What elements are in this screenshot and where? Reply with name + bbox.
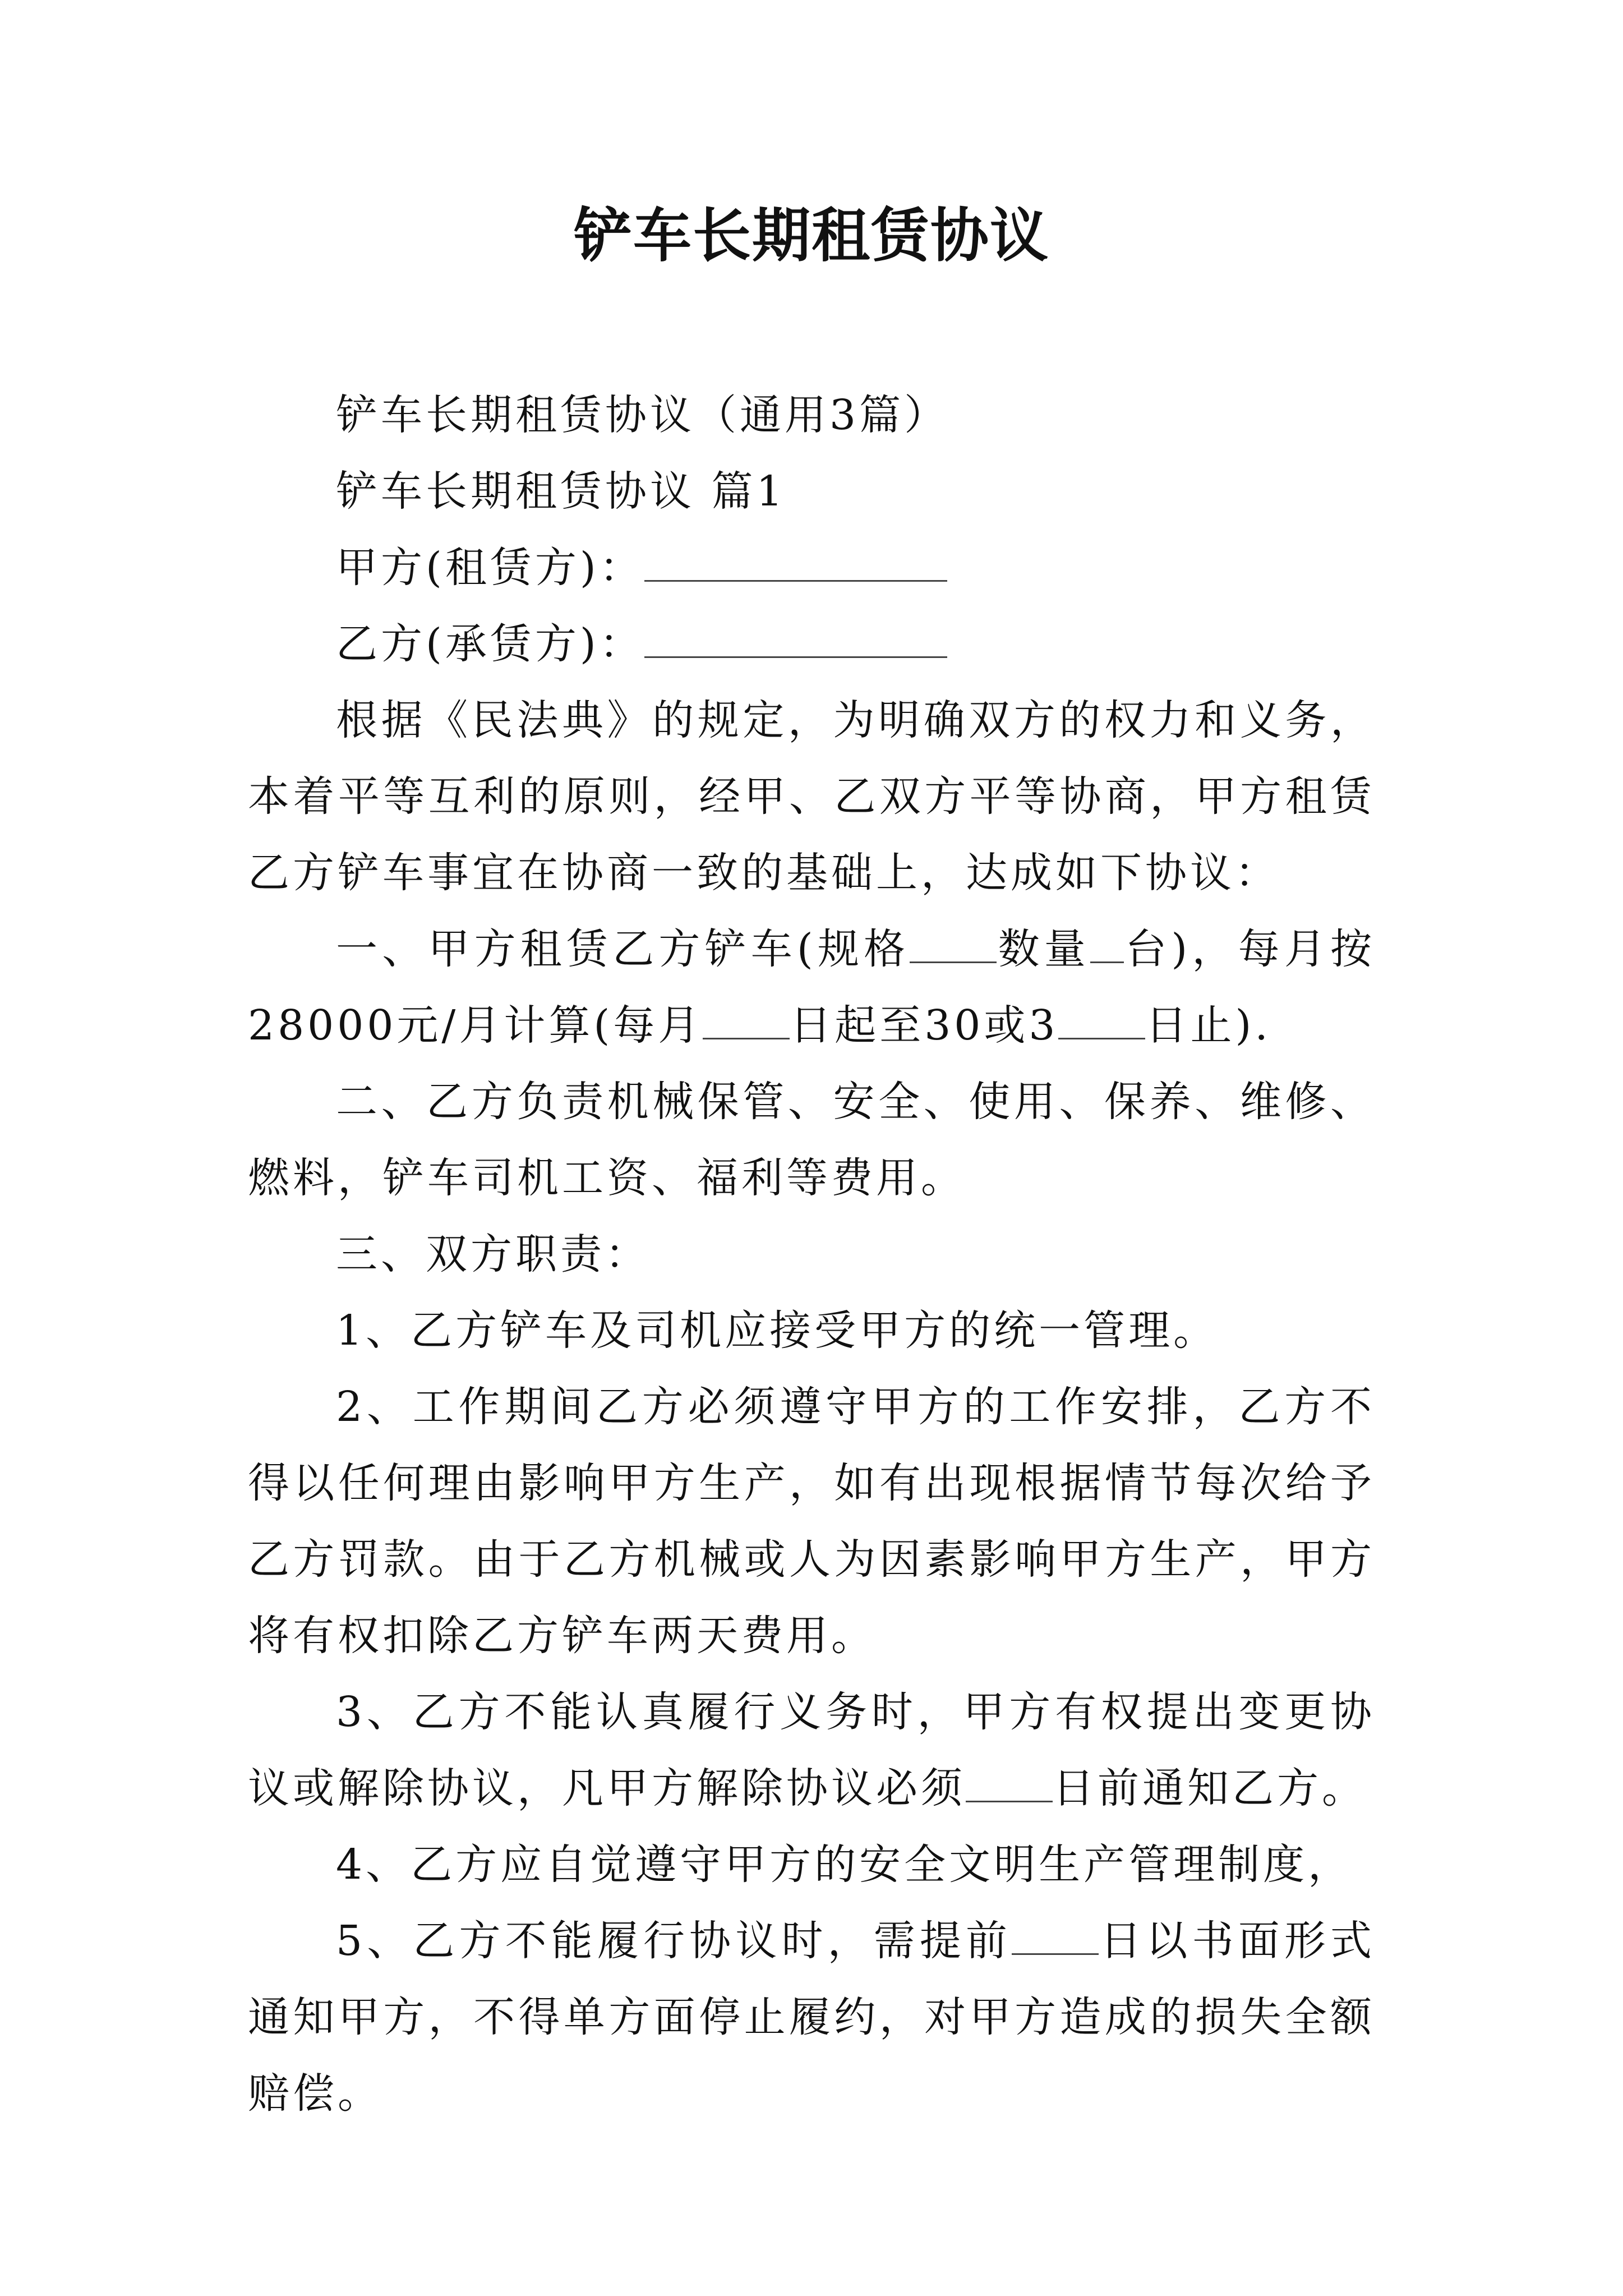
document-title: 铲车长期租赁协议 bbox=[573, 201, 1049, 270]
notice-days-blank bbox=[966, 1761, 1053, 1802]
duty-item-5-text-b: 日以书面形式通知甲方，不得单方面停止履约，对甲方造成的损失全额赔偿。 bbox=[248, 1917, 1375, 2118]
clause-1-text-b: 数量 bbox=[997, 925, 1090, 973]
document-subtitle: 铲车长期租赁协议（通用3篇） bbox=[336, 391, 949, 439]
clause-1-text-c: 台)，每月按28000元/月计算(每月 bbox=[248, 925, 1376, 1050]
clause-2: 二、乙方负责机械保管、安全、使用、保养、维修、燃料，铲车司机工资、福利等费用。 bbox=[248, 1078, 1375, 1202]
duty-item-5 bbox=[248, 1903, 1375, 2132]
party-a-line bbox=[248, 530, 1375, 606]
quantity-blank bbox=[1090, 922, 1124, 963]
spec-blank bbox=[910, 922, 997, 963]
start-day-blank bbox=[703, 999, 790, 1039]
clause-1 bbox=[248, 911, 1375, 1064]
intro-paragraph: 根据《民法典》的规定，为明确双方的权力和义务，本着平等互利的原则，经甲、乙双方平等协商，甲方租赁乙方铲车事宜在协商一致的基础上，达成如下协议： bbox=[248, 696, 1375, 897]
duty-item-4: 4、乙方应自觉遵守甲方的安全文明生产管理制度， bbox=[336, 1841, 1353, 1889]
party-b-blank bbox=[644, 617, 947, 658]
duty-item-1: 1、乙方铲车及司机应接受甲方的统一管理。 bbox=[336, 1306, 1219, 1355]
duty-item-3-text-a: 3、乙方不能认真履行义务时，甲方有权提出变更协议或解除协议，凡甲方解除协议必须 bbox=[248, 1688, 1375, 1812]
section-heading: 铲车长期租赁协议 篇1 bbox=[336, 467, 786, 516]
advance-days-blank bbox=[1012, 1914, 1099, 1955]
clause-1-text-e: 日止). bbox=[1145, 1001, 1271, 1050]
clause-1-text-a: 一、甲方租赁乙方铲车(规格 bbox=[336, 925, 910, 973]
document-body bbox=[248, 377, 1375, 2132]
clause-3: 三、双方职责： bbox=[336, 1230, 650, 1278]
duty-item-5-text-a: 5、乙方不能履行协议时，需提前 bbox=[336, 1917, 1012, 1965]
party-a-label: 甲方(租赁方)： bbox=[336, 544, 644, 592]
party-b-label: 乙方(承赁方)： bbox=[336, 620, 644, 668]
duty-item-3-text-b: 日前通知乙方。 bbox=[1053, 1764, 1367, 1812]
duty-item-3 bbox=[248, 1674, 1375, 1826]
clause-1-text-d: 日起至30或3 bbox=[790, 1001, 1059, 1050]
duty-item-2: 2、工作期间乙方必须遵守甲方的工作安排，乙方不得以任何理由影响甲方生产，如有出现根据情节每次给予乙方罚款。由于乙方机械或人为因素影响甲方生产，甲方将有权扣除乙方铲车两天费用。 bbox=[248, 1383, 1375, 1660]
end-day-blank bbox=[1058, 999, 1145, 1039]
party-a-blank bbox=[644, 541, 947, 582]
party-b-line bbox=[248, 606, 1375, 682]
